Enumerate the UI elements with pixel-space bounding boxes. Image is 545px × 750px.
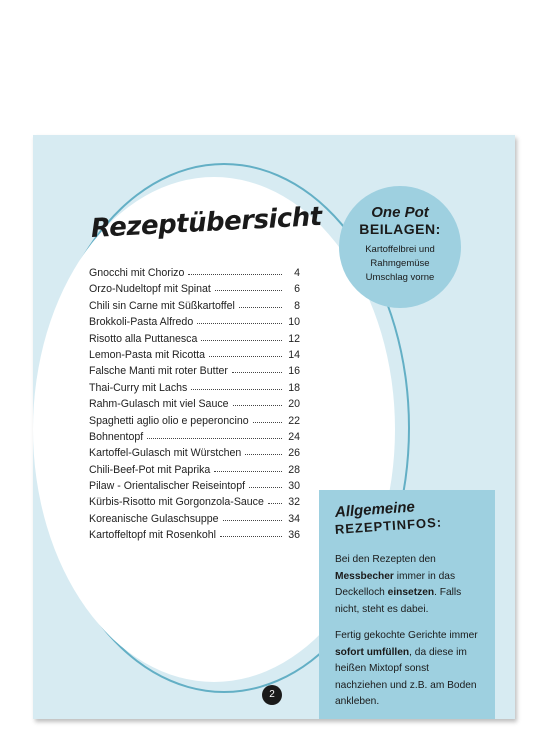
toc-entry xyxy=(89,529,300,545)
toc-page-number: 36 xyxy=(288,529,300,542)
info-paragraph xyxy=(335,628,483,711)
toc-recipe-name: Pilaw - Orientalischer Reiseintopf xyxy=(89,480,246,493)
toc-entry xyxy=(89,267,300,283)
toc-entry xyxy=(89,300,300,316)
toc-page-number: 8 xyxy=(294,299,300,312)
side-dishes-badge xyxy=(339,186,461,308)
toc-dot-leader xyxy=(253,421,282,423)
page-number: 2 xyxy=(262,685,282,705)
toc-entry xyxy=(89,398,300,414)
toc-dot-leader xyxy=(214,470,282,472)
toc-page-number: 6 xyxy=(294,283,300,296)
toc-recipe-name: Lemon-Pasta mit Ricotta xyxy=(89,348,205,361)
toc-page-number: 28 xyxy=(288,463,300,476)
toc-page-number: 26 xyxy=(288,447,300,460)
toc-recipe-name: Chili sin Carne mit Süßkartoffel xyxy=(89,299,235,312)
toc-entry xyxy=(89,316,300,332)
toc-entry xyxy=(89,349,300,365)
book-page xyxy=(33,135,515,719)
toc-entry xyxy=(89,365,300,381)
toc-dot-leader xyxy=(188,273,282,275)
toc-page-number: 34 xyxy=(288,512,300,525)
toc-dot-leader xyxy=(245,453,282,455)
toc-entry xyxy=(89,480,300,496)
table-of-contents xyxy=(89,267,300,546)
toc-dot-leader xyxy=(220,535,282,537)
info-paragraph xyxy=(335,552,483,618)
toc-entry xyxy=(89,382,300,398)
toc-page-number: 10 xyxy=(288,316,300,329)
toc-dot-leader xyxy=(201,339,282,341)
toc-recipe-name: Rahm-Gulasch mit viel Sauce xyxy=(89,398,229,411)
toc-dot-leader xyxy=(232,371,282,373)
toc-recipe-name: Risotto alla Puttanesca xyxy=(89,332,198,345)
toc-dot-leader xyxy=(215,289,282,291)
badge-line: Rahmgemüse xyxy=(370,258,430,269)
badge-script-heading: One Pot xyxy=(371,204,429,221)
toc-recipe-name: Spaghetti aglio olio e peperoncino xyxy=(89,414,249,427)
toc-recipe-name: Bohnentopf xyxy=(89,430,144,443)
toc-recipe-name: Brokkoli-Pasta Alfredo xyxy=(89,316,194,329)
toc-dot-leader xyxy=(223,519,282,521)
info-text: Bei den Rezepten den xyxy=(335,554,436,565)
info-text: , da diese im heißen Mixtopf sonst nachziehen und z.B. am Boden ankleben. xyxy=(335,646,477,707)
toc-page-number: 20 xyxy=(288,398,300,411)
toc-page-number: 12 xyxy=(288,332,300,345)
toc-dot-leader xyxy=(249,486,282,488)
toc-entry xyxy=(89,447,300,463)
page-title: Rezeptübersicht xyxy=(90,201,323,244)
toc-entry xyxy=(89,283,300,299)
toc-page-number: 16 xyxy=(288,365,300,378)
toc-dot-leader xyxy=(191,388,282,390)
toc-recipe-name: Koreanische Gulaschsuppe xyxy=(89,512,219,525)
info-bold-text: einsetzen xyxy=(387,587,435,598)
general-info-box xyxy=(319,490,495,719)
toc-page-number: 22 xyxy=(288,414,300,427)
toc-entry xyxy=(89,496,300,512)
toc-dot-leader xyxy=(233,404,282,406)
toc-recipe-name: Kartoffel-Gulasch mit Würstchen xyxy=(89,447,242,460)
toc-recipe-name: Chili-Beef-Pot mit Paprika xyxy=(89,463,211,476)
toc-page-number: 14 xyxy=(288,348,300,361)
info-bold-text: sofort umfüllen xyxy=(335,646,410,658)
toc-recipe-name: Kartoffeltopf mit Rosenkohl xyxy=(89,529,216,542)
info-script-heading: Allgemeine xyxy=(334,498,416,521)
toc-recipe-name: Thai-Curry mit Lachs xyxy=(89,381,188,394)
toc-recipe-name: Falsche Manti mit roter Butter xyxy=(89,365,228,378)
toc-page-number: 4 xyxy=(294,267,300,279)
toc-recipe-name: Orzo-Nudeltopf mit Spinat xyxy=(89,283,211,296)
toc-dot-leader xyxy=(239,306,282,308)
toc-dot-leader xyxy=(209,355,282,357)
badge-text xyxy=(339,243,461,285)
info-caps-heading: REZEPTINFOS: xyxy=(334,514,443,537)
toc-page-number: 32 xyxy=(288,496,300,509)
toc-entry xyxy=(89,513,300,529)
toc-page-number: 18 xyxy=(288,381,300,394)
toc-dot-leader xyxy=(268,502,282,504)
toc-entry xyxy=(89,415,300,431)
info-text: . Falls nicht, steht es dabei. xyxy=(335,587,462,615)
info-text: Fertig gekochte Gerichte immer xyxy=(335,630,478,641)
toc-entry xyxy=(89,431,300,447)
toc-recipe-name: Gnocchi mit Chorizo xyxy=(89,267,185,279)
toc-page-number: 24 xyxy=(288,430,300,443)
badge-caps-heading: BEILAGEN: xyxy=(359,221,441,237)
toc-dot-leader xyxy=(197,322,282,324)
info-text: immer in das Deckelloch xyxy=(335,570,456,598)
toc-dot-leader xyxy=(147,437,282,439)
badge-line: Umschlag vorne xyxy=(365,272,435,283)
toc-entry xyxy=(89,464,300,480)
toc-page-number: 30 xyxy=(288,480,300,493)
toc-recipe-name: Kürbis-Risotto mit Gorgonzola-Sauce xyxy=(89,496,264,509)
badge-line: Kartoffelbrei und xyxy=(365,244,435,255)
info-bold-text: Messbecher xyxy=(335,570,394,582)
toc-entry xyxy=(89,333,300,349)
